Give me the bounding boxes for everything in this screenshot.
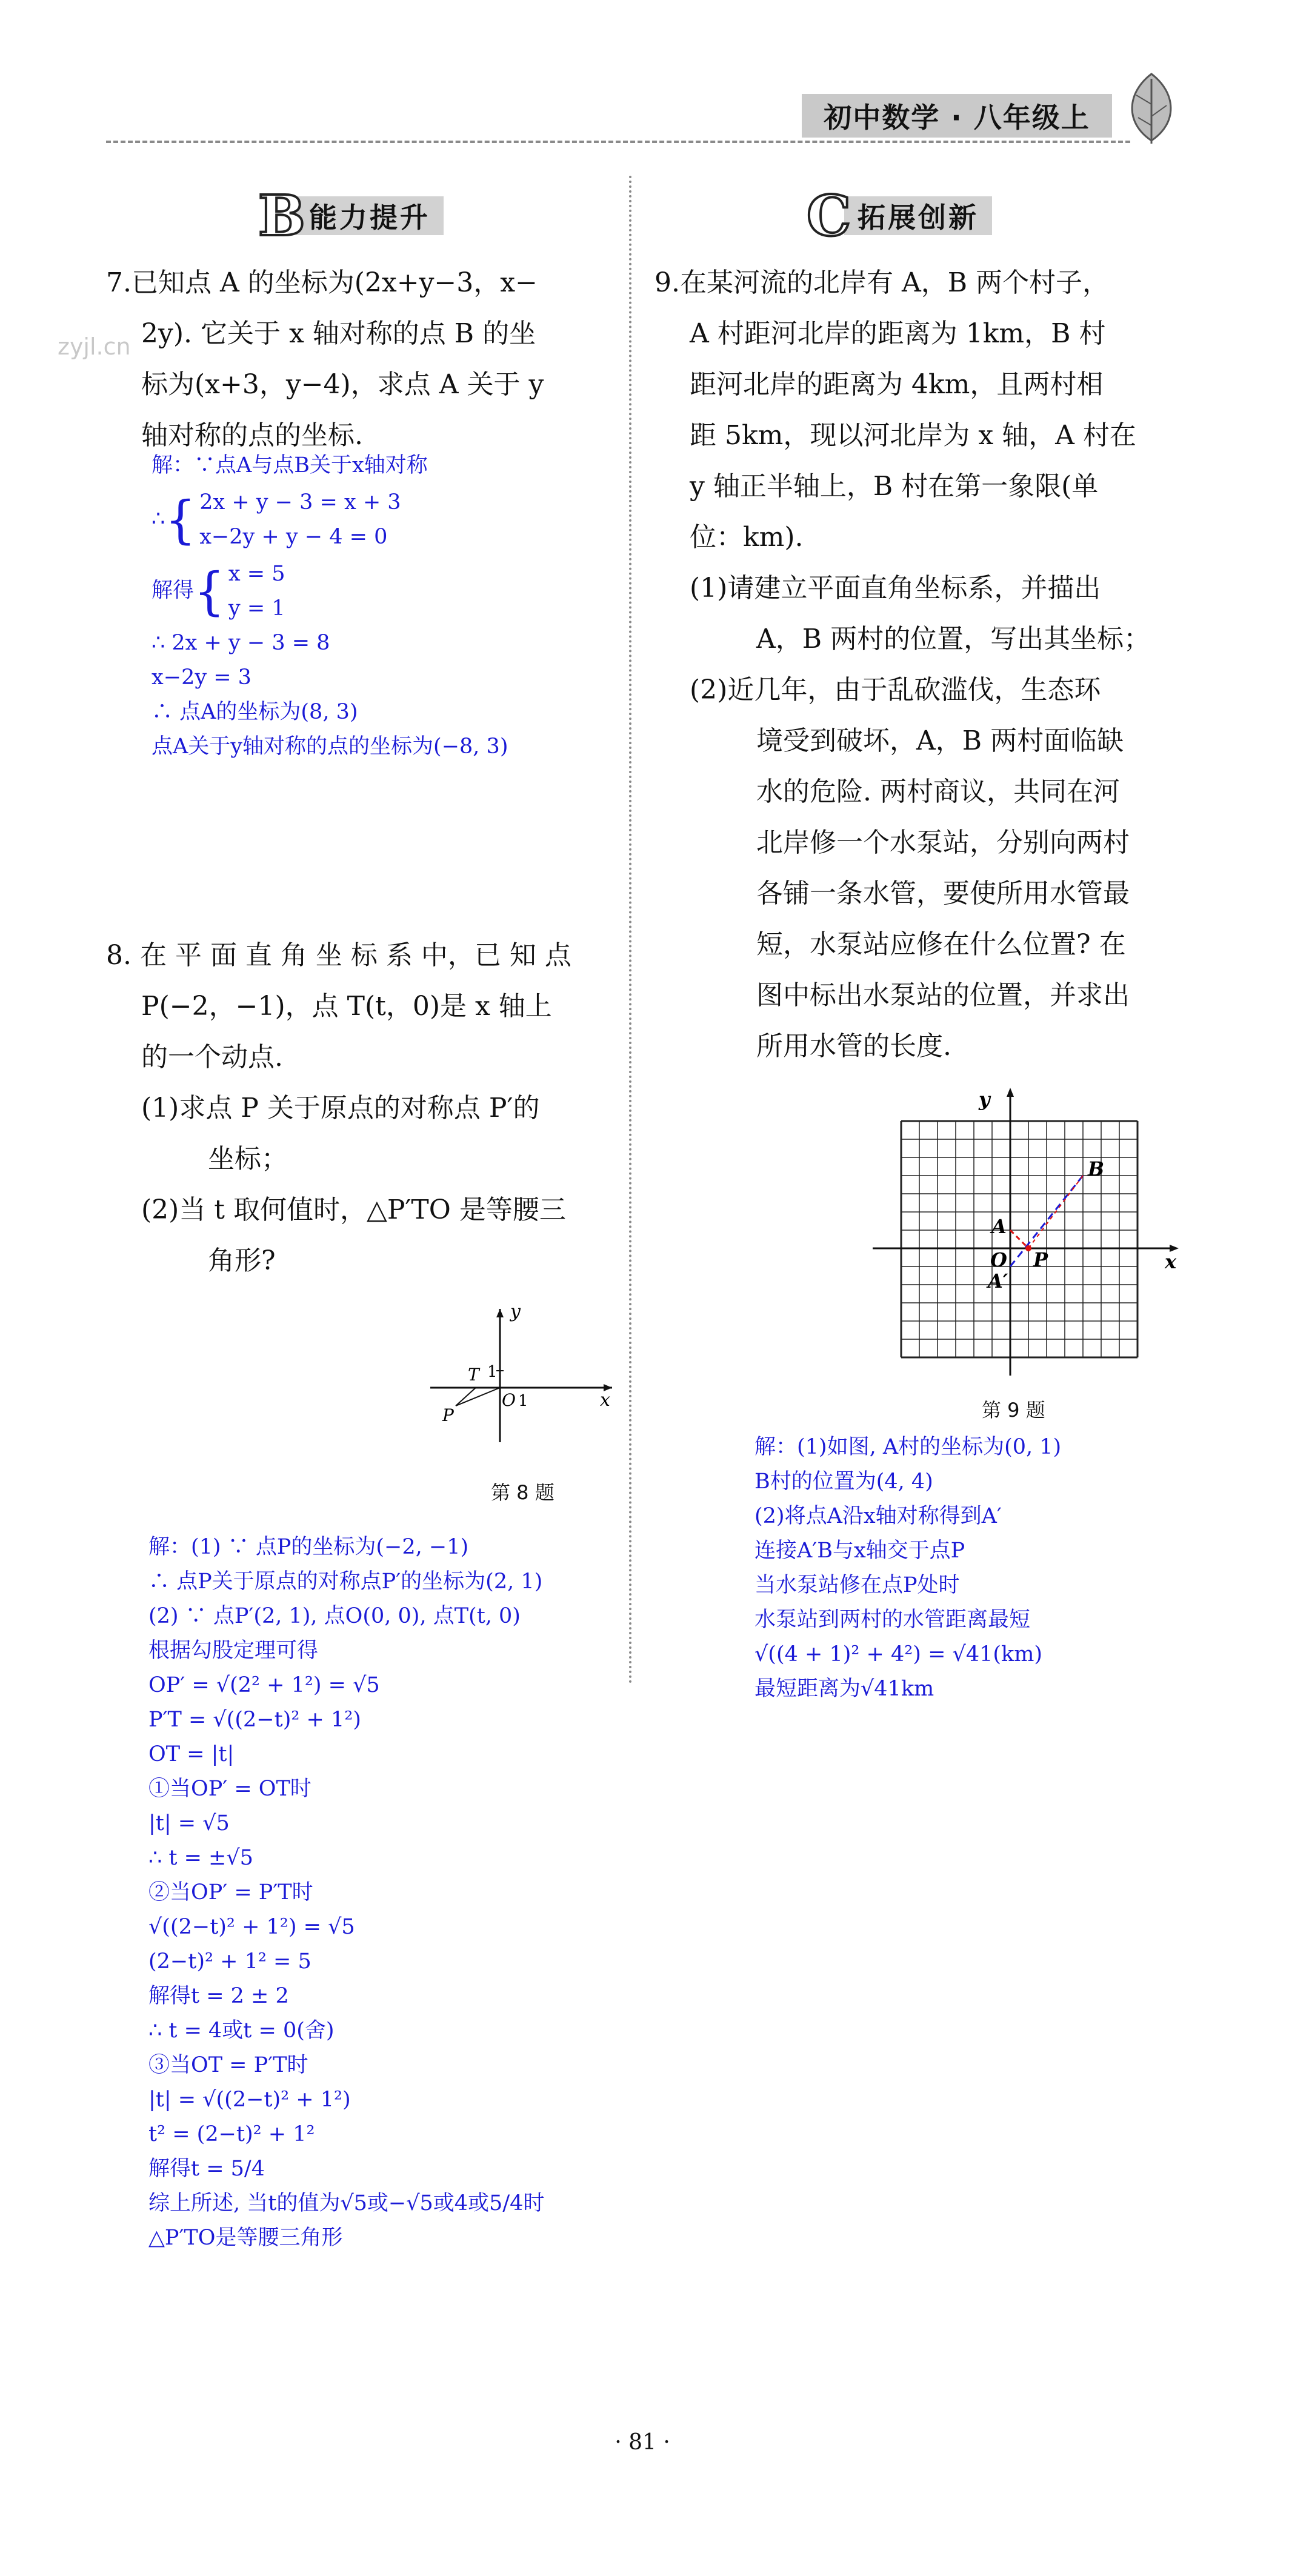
q9-sol-line: (2)将点A沿x轴对称得到A′ — [754, 1504, 1002, 1528]
q9-sol-line: B村的位置为(4, 4) — [754, 1469, 933, 1494]
q9-line: 9.在某河流的北岸有 A，B 两个村子， — [654, 267, 1110, 298]
question-8 — [106, 930, 571, 1286]
section-c-letter: C — [807, 183, 851, 248]
fig8-x-label: x — [600, 1390, 610, 1411]
q9-part2-line: (2)近几年，由于乱砍滥伐，生态环 — [690, 674, 1101, 705]
column-divider — [629, 176, 631, 1685]
segment-pt — [456, 1388, 476, 1406]
q9-part1-line: A，B 两村的位置，写出其坐标； — [756, 624, 1151, 654]
q9-line: 距河北岸的距离为 4km，且两村相 — [690, 369, 1104, 400]
q7-sol-line: 解：∵点A与点B关于x轴对称 — [152, 453, 428, 478]
q8-sol-line: OP′ = √(2² + 1²) = √5 — [148, 1673, 380, 1697]
q7-sol-line: 点A关于y轴对称的点的坐标为(−8, 3) — [152, 734, 508, 759]
q9-part2-line: 水的危险. 两村商议，共同在河 — [756, 776, 1120, 807]
figure-8 — [418, 1297, 618, 1454]
q7-line: 2y). 它关于 x 轴对称的点 B 的坐 — [141, 318, 536, 349]
q9-sol-line: 解：(1)如图, A村的坐标为(0, 1) — [754, 1435, 1062, 1459]
q8-line: P(−2，−1)，点 T(t，0)是 x 轴上 — [141, 991, 552, 1022]
q9-sol-line: √((4 + 1)² + 4²) = √41(km) — [754, 1642, 1043, 1666]
q8-line: 的一个动点. — [141, 1042, 283, 1073]
page-number: · 81 · — [615, 2430, 670, 2455]
figure-9-caption: 第 9 题 — [982, 1399, 1045, 1422]
fig8-p-label: P — [442, 1405, 454, 1425]
fig8-t-label: T — [468, 1365, 479, 1385]
segment-po — [456, 1388, 500, 1406]
equation: y = 1 — [228, 596, 285, 621]
figure-8-caption: 第 8 题 — [491, 1481, 555, 1504]
header-divider — [106, 141, 1130, 143]
fig8-one-x: 1 — [518, 1392, 528, 1410]
q8-sol-line: ∴ t = 4或t = 0(舍) — [148, 2019, 335, 2043]
q8-sol-line: 根据勾股定理可得 — [148, 1639, 319, 1663]
q8-sol-line: OT = |t| — [148, 1742, 235, 1766]
section-b-label: 能力提升 — [296, 196, 444, 235]
section-c-label: 拓展创新 — [844, 196, 992, 235]
q8-sol-line: 解：(1) ∵ 点P的坐标为(−2, −1) — [148, 1535, 469, 1559]
section-c-banner — [803, 183, 992, 248]
q7-sol-line: x−2y = 3 — [152, 665, 251, 690]
question-9 — [654, 258, 1150, 1072]
q8-sol-line: (2−t)² + 1² = 5 — [148, 1949, 311, 1974]
q8-sol-line: ②当OP′ = P′T时 — [148, 1880, 313, 1905]
q7-solution — [152, 448, 508, 764]
q8-sol-line: ①当OP′ = OT时 — [148, 1777, 311, 1801]
q9-part2-line: 北岸修一个水泵站，分别向两村 — [756, 827, 1130, 858]
section-b-letter: B — [258, 183, 305, 248]
q9-part1-line: (1)请建立平面直角坐标系，并描出 — [690, 573, 1101, 604]
q8-sol-line: 解得t = 2 ± 2 — [148, 1984, 289, 2008]
q8-sol-line: 解得t = 5/4 — [148, 2157, 265, 2181]
fig8-o-label: O — [502, 1390, 516, 1410]
q9-line: 位：km). — [690, 522, 804, 553]
q9-line: 距 5km，现以河北岸为 x 轴，A 村在 — [690, 420, 1136, 451]
fig9-o-label: O — [990, 1248, 1007, 1271]
solve-label: 解得 — [152, 578, 195, 603]
q7-line: 轴对称的点的坐标. — [141, 420, 363, 451]
q8-sol-line: ③当OT = P′T时 — [148, 2053, 308, 2077]
equation: x−2y + y − 4 = 0 — [199, 525, 388, 549]
q8-sol-line: |t| = √((2−t)² + 1²) — [148, 2088, 351, 2112]
q8-sol-line: △P′TO是等腰三角形 — [148, 2226, 343, 2250]
watermark: zyjl.cn — [58, 333, 131, 360]
fig8-y-label: y — [510, 1301, 521, 1322]
q8-sol-line: 综上所述, 当t的值为√5或−√5或4或5/4时 — [148, 2191, 545, 2215]
q9-sol-line: 当水泵站修在点P处时 — [754, 1573, 960, 1597]
fig8-one-y: 1 — [487, 1363, 498, 1381]
fig9-x-label: x — [1165, 1250, 1177, 1273]
point-p — [1025, 1245, 1031, 1251]
q9-part2-line: 境受到破坏，A，B 两村面临缺 — [756, 725, 1124, 756]
q7-line: 标为(x+3，y−4)，求点 A 关于 y — [141, 369, 544, 400]
q9-line: A 村距河北岸的距离为 1km，B 村 — [690, 318, 1106, 349]
leaf-icon — [1115, 68, 1188, 147]
fig9-a-label: A — [991, 1215, 1007, 1238]
section-b-banner — [255, 183, 444, 248]
q7-line: 7.已知点 A 的坐标为(2x+y−3，x− — [106, 267, 538, 298]
q9-solution — [754, 1430, 1061, 1706]
q8-sol-line: P′T = √((2−t)² + 1²) — [148, 1708, 361, 1732]
fig9-b-label: B — [1088, 1157, 1105, 1180]
q9-line: y 轴正半轴上，B 村在第一象限(单 — [690, 471, 1099, 502]
q8-sol-line: ∴ 点P关于原点的对称点P′的坐标为(2, 1) — [148, 1569, 543, 1594]
q9-part2-line: 各铺一条水管，要使所用水管最 — [756, 878, 1130, 909]
q8-sol-line: ∴ t = ±√5 — [148, 1846, 253, 1870]
header-title: 初中数学 · 八年级上 — [802, 94, 1112, 138]
fig9-y-label: y — [979, 1088, 990, 1111]
q9-part2-line: 图中标出水泵站的位置，并求出 — [756, 980, 1130, 1011]
question-7 — [106, 258, 544, 461]
q8-sol-line: √((2−t)² + 1²) = √5 — [148, 1915, 355, 1939]
q8-line: (1)求点 P 关于原点的对称点 P′的 — [141, 1093, 540, 1123]
equation: x = 5 — [228, 562, 285, 586]
q7-sol-system-1: ∴{ 2x + y − 3 = x + 3 x−2y + y − 4 = 0 — [152, 485, 508, 554]
q8-line: 角形? — [208, 1245, 276, 1276]
q8-sol-line: t² = (2−t)² + 1² — [148, 2122, 315, 2146]
q9-sol-line: 连接A′B与x轴交于点P — [754, 1539, 965, 1563]
q7-sol-line: ∴ 点A的坐标为(8, 3) — [152, 700, 358, 724]
fig9-p-label: P — [1033, 1248, 1048, 1271]
line-a-p — [1010, 1230, 1028, 1248]
q9-part2-line: 短，水泵站应修在什么位置? 在 — [756, 929, 1126, 960]
equation: 2x + y − 3 = x + 3 — [199, 490, 401, 514]
q8-sol-line: |t| = √5 — [148, 1811, 230, 1835]
q8-line: 8. 在 平 面 直 角 坐 标 系 中，已 知 点 — [106, 940, 571, 971]
q7-sol-system-2: 解得{ x = 5 y = 1 — [152, 557, 508, 626]
q9-part2-line: 所用水管的长度. — [756, 1031, 951, 1062]
q8-sol-line: (2) ∵ 点P′(2, 1), 点O(0, 0), 点T(t, 0) — [148, 1604, 521, 1628]
q8-line: 坐标； — [208, 1143, 288, 1174]
q8-line: (2)当 t 取何值时，△P′TO 是等腰三 — [141, 1194, 566, 1225]
q7-sol-line: ∴ 2x + y − 3 = 8 — [152, 631, 330, 655]
therefore-symbol: ∴ — [152, 507, 165, 531]
q9-sol-line: 水泵站到两村的水管距离最短 — [754, 1608, 1031, 1632]
q9-sol-line: 最短距离为√41km — [754, 1677, 934, 1701]
fig9-a-prime-label: A′ — [988, 1270, 1008, 1293]
q8-solution — [148, 1530, 544, 2255]
figure-9 — [873, 1085, 1188, 1388]
